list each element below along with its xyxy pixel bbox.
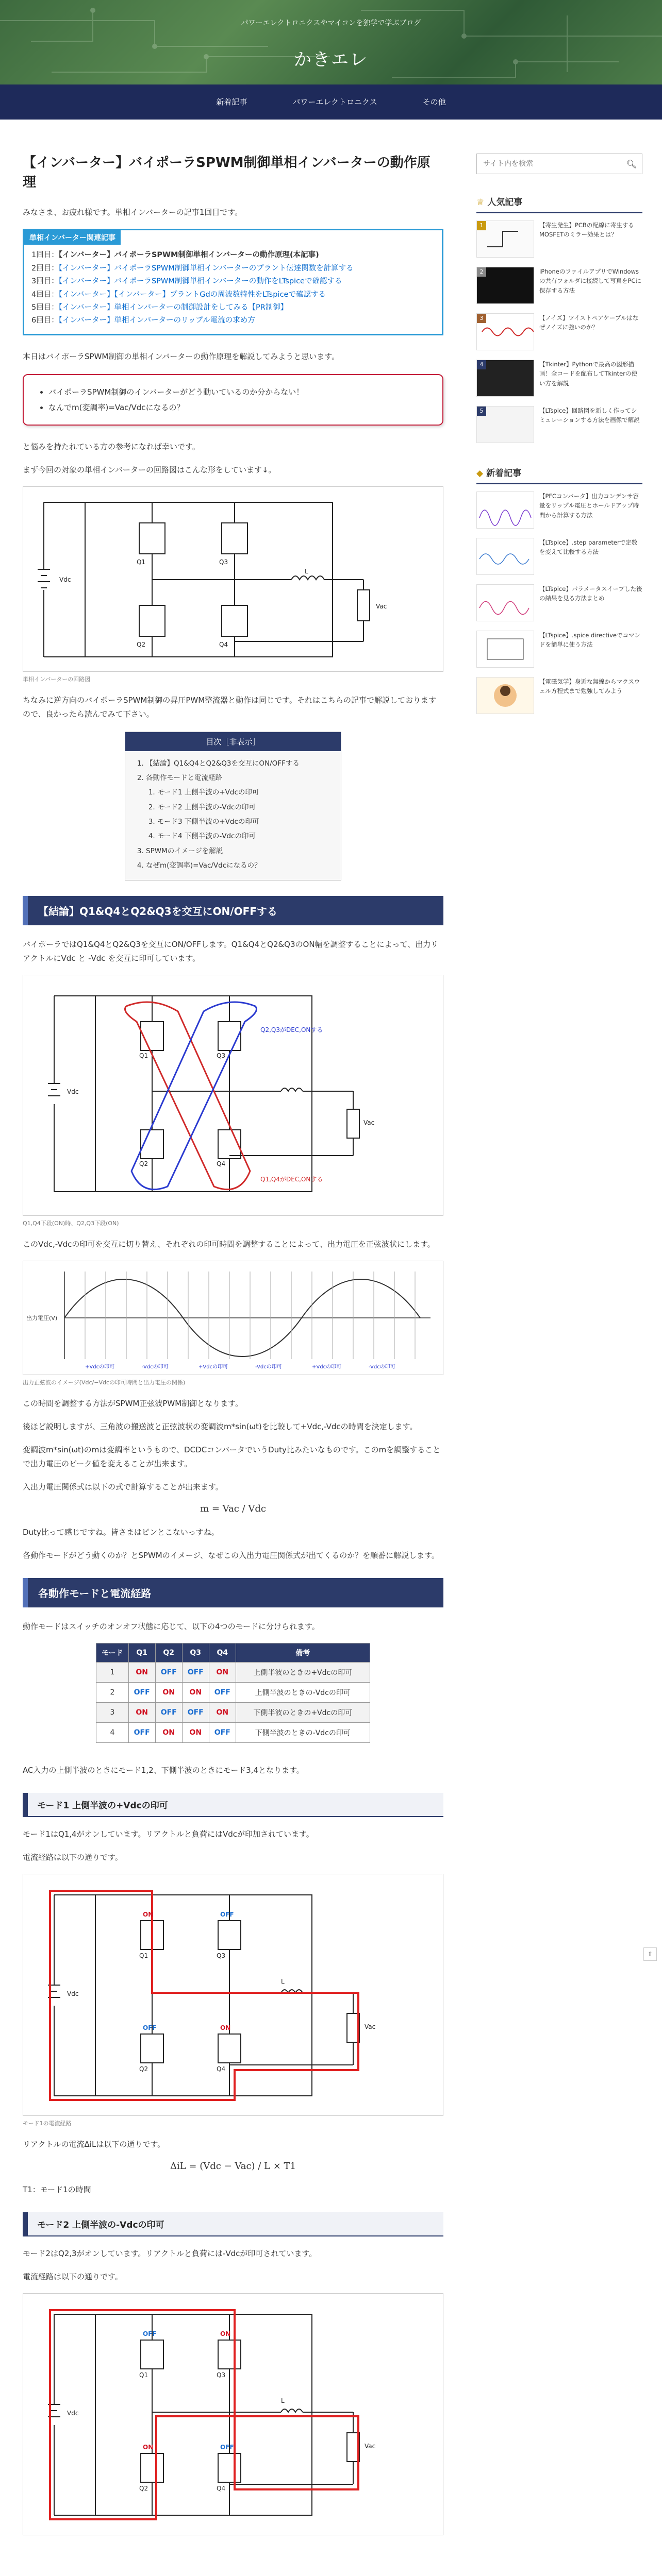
svg-text:Q3: Q3 bbox=[219, 558, 228, 566]
toc-item: 2. 各動作モードと電流経路 1. モード1 上側半波の+Vdcの印可 2. モード2 上側半波の-Vdcの印可 3. モード3 下側半波の+Vdcの印可 4. モード4 下側半波の-Vdcの印可 bbox=[146, 771, 330, 844]
svg-text:Q2: Q2 bbox=[137, 640, 146, 648]
main-nav bbox=[0, 84, 662, 120]
worry-item: • バイポーラSPWM制御のインバーターがどう動いているのか分からない！ bbox=[48, 384, 428, 400]
thumbnail[interactable] bbox=[476, 677, 534, 714]
paragraph: モード2はQ2,3がオンしています。リアクトルと負荷には-Vdcが印可されています。 bbox=[23, 2249, 317, 2259]
svg-text:Q1: Q1 bbox=[139, 1952, 148, 1960]
toc-subitem[interactable]: 3. モード3 下側半波の+Vdcの印可 bbox=[157, 815, 330, 829]
series-item: 3回目：【インバーター】バイポーラSPWM制御単相インバーターの動作をLTspiceで確認する bbox=[31, 277, 342, 286]
svg-text:Vdc: Vdc bbox=[67, 2410, 79, 2417]
thumbnail[interactable]: 1 bbox=[476, 221, 534, 258]
svg-text:ON: ON bbox=[143, 2444, 154, 2451]
popular-item[interactable] bbox=[476, 267, 642, 306]
svg-text:ON: ON bbox=[220, 2330, 231, 2338]
series-box-title: 単相インバーター関連記事 bbox=[24, 230, 121, 245]
popular-title: ♕ 人気記事 bbox=[476, 195, 642, 213]
new-item-title[interactable]: 【LTspice】.step parameterで定数を変えて比較する方法 bbox=[539, 539, 638, 556]
popular-item[interactable] bbox=[476, 221, 642, 260]
tag-label: -Vdcの印可 bbox=[369, 1364, 395, 1370]
toc-title[interactable]: 目次［非表示］ bbox=[125, 732, 341, 751]
new-item-title[interactable]: 【PFCコンバータ】出力コンデンサ容量をリップル電圧とホールドアップ時間から計算する方法 bbox=[539, 493, 639, 519]
svg-text:Q1: Q1 bbox=[139, 1052, 148, 1060]
toc-item[interactable]: 4. なぜm(変調率)=Vac/Vdcになるの？ bbox=[146, 858, 330, 873]
svg-text:Vac: Vac bbox=[363, 1119, 375, 1127]
paragraph: この時間を調整する方法がSPWM正弦波PWM制御となります。 bbox=[23, 1399, 243, 1409]
toc-subitem[interactable]: 4. モード4 下側半波の-Vdcの印可 bbox=[157, 829, 330, 843]
section-heading: 【結論】Q1&Q4とQ2&Q3を交互にON/OFFする bbox=[23, 896, 443, 925]
paragraph: モード1はQ1,4がオンしています。リアクトルと負荷にはVdcが印加されています。 bbox=[23, 1829, 314, 1839]
worry-box bbox=[23, 374, 443, 426]
svg-text:L: L bbox=[281, 2397, 285, 2405]
paragraph: バイポーラではQ1&Q4とQ2&Q3を交互にON/OFFします。Q1&Q4とQ2&Q3のON幅を調整することによって、出力リアクトルにVdc と -Vdc を交互に印可しています。 bbox=[23, 940, 439, 963]
tag-label: +Vdcの印可 bbox=[85, 1364, 115, 1370]
site-logo[interactable]: かきエレ bbox=[294, 49, 368, 70]
svg-text:OFF: OFF bbox=[220, 1911, 234, 1919]
paragraph: まず今回の対象の単相インバーターの回路図はこんな形をしています↓。 bbox=[23, 465, 276, 474]
thumbnail[interactable]: 5 bbox=[476, 406, 534, 443]
subsection-heading: モード1 上側半波の+Vdcの印可 bbox=[23, 1793, 443, 1817]
svg-text:Q4: Q4 bbox=[217, 1160, 226, 1168]
series-link[interactable]: 【インバーター】バイポーラSPWM制御単相インバーターの動作をLTspiceで確認する bbox=[58, 277, 342, 286]
mode2-figure bbox=[23, 2293, 443, 2535]
tag-label: -Vdcの印可 bbox=[142, 1364, 169, 1370]
series-link[interactable]: 【インバーター】【インバーター】プラントGdの周波数特性をLTspiceで確認する bbox=[58, 290, 326, 299]
paragraph: 電流経路は以下の通りです。 bbox=[23, 1853, 123, 1862]
nav-item-other[interactable]: その他 bbox=[422, 97, 446, 107]
table-header: 備考 bbox=[236, 1643, 370, 1663]
formula: m = Vac / Vdc bbox=[200, 1503, 266, 1515]
subsection-heading: モード2 上側半波の-Vdcの印可 bbox=[23, 2212, 443, 2236]
svg-text:OFF: OFF bbox=[220, 2444, 234, 2451]
paragraph: AC入力の上側半波のときにモード1,2、下側半波のときにモード3,4となります。 bbox=[23, 1766, 304, 1775]
series-list bbox=[24, 245, 442, 333]
svg-text:Q1: Q1 bbox=[137, 558, 146, 566]
mode1-circuit-diagram bbox=[23, 1874, 443, 2115]
switching-figure bbox=[23, 975, 443, 1227]
site-tagline: パワーエレクトロニクスやマイコンを独学で学ぶブログ bbox=[241, 19, 421, 27]
new-item-title[interactable]: 【電磁気学】身近な無線からマクスウェル方程式まで勉強してみよう bbox=[539, 678, 640, 695]
series-link[interactable]: 【インバーター】バイポーラSPWM制御単相インバーターのプラント伝達関数を計算する bbox=[58, 264, 354, 273]
new-item[interactable] bbox=[476, 677, 642, 716]
section-heading: 各動作モードと電流経路 bbox=[23, 1578, 443, 1607]
toc-subitem[interactable]: 2. モード2 上側半波の-Vdcの印可 bbox=[157, 800, 330, 815]
svg-text:Q3: Q3 bbox=[217, 1052, 226, 1060]
thumbnail[interactable] bbox=[476, 631, 534, 668]
series-item: 5回目：【インバーター】単相インバーターの制御設計をしてみる【PR制御】 bbox=[31, 303, 288, 312]
back-to-top-button[interactable]: ⇧ bbox=[643, 1947, 657, 1961]
popular-item-title[interactable]: 【Tkinter】Pythonで最高の図形描画！全コードを配布してTkinterの使い方を解説 bbox=[539, 361, 637, 387]
formula: ΔiL = (Vdc − Vac) / L × T1 bbox=[170, 2161, 296, 2172]
series-box bbox=[23, 229, 443, 335]
svg-text:L: L bbox=[305, 567, 308, 575]
tag-label: +Vdcの印可 bbox=[312, 1364, 342, 1370]
new-title: ◆ 新着記事 bbox=[476, 466, 642, 484]
worry-item: • なんでm(変調率)=Vac/Vdcになるの？ bbox=[48, 400, 428, 415]
paragraph: リアクトルの電流ΔiLは以下の通りです。 bbox=[23, 2140, 166, 2149]
svg-text:Q4: Q4 bbox=[217, 2485, 226, 2493]
sidebar bbox=[476, 154, 642, 723]
hero-banner bbox=[0, 0, 662, 84]
popular-item-title[interactable]: iPhoneのファイルアプリでWindowsの共有フォルダに接続して写真をPCに保存する方法 bbox=[539, 268, 641, 294]
article bbox=[23, 154, 443, 2538]
new-item-title[interactable]: 【LTspice】パラメータスイープした後の結果を見る方法まとめ bbox=[539, 585, 642, 602]
circuit-board-background bbox=[0, 0, 662, 84]
paragraph: 動作モードはスイッチのオンオフ状態に応じて、以下の4つのモードに分けられます。 bbox=[23, 1622, 320, 1632]
toc-item[interactable]: 3. SPWMのイメージを解説 bbox=[146, 844, 330, 858]
series-item-current: 【インバーター】バイポーラSPWM制御単相インバーターの動作原理(本記事) bbox=[58, 251, 319, 260]
table-header: Q3 bbox=[182, 1643, 209, 1663]
mode1-figure bbox=[23, 1874, 443, 2127]
series-item: 1回目：【インバーター】バイポーラSPWM制御単相インバーターの動作原理(本記事) bbox=[31, 251, 319, 260]
paragraph: ちなみに逆方向のバイポーラSPWM制御の昇圧PWM整流器と動作は同じです。それはこちらの記事で解説しておりますので、良かったら読んでみて下さい。 bbox=[23, 695, 436, 719]
figure-caption: 単相インバーターの回路図 bbox=[23, 675, 91, 683]
svg-text:Q2: Q2 bbox=[139, 2065, 148, 2073]
thumbnail[interactable]: 3 bbox=[476, 313, 534, 350]
svg-text:Q4: Q4 bbox=[217, 2065, 226, 2073]
new-item-title[interactable]: 【LTspice】.spice directiveでコマンドを簡単に使う方法 bbox=[539, 632, 640, 649]
new-item[interactable] bbox=[476, 631, 642, 670]
toc-item[interactable]: 1. 【結論】Q1&Q4とQ2&Q3を交互にON/OFFする bbox=[146, 756, 330, 771]
popular-item-title[interactable]: 【ノイズ】ツイストペアケーブルはなぜノイズに強いのか？ bbox=[539, 314, 639, 331]
paragraph: このVdc,-Vdcの印可を交互に切り替え、それぞれの印可時間を調整することによって、出力電圧を正弦波状にします。 bbox=[23, 1240, 435, 1249]
svg-text:Q2: Q2 bbox=[139, 2485, 148, 2493]
intro-text: みなさま、お疲れ様です。単相インバーターの記事1回目です。 bbox=[23, 208, 243, 217]
series-link[interactable]: 【インバーター】単相インバーターのリップル電流の求め方 bbox=[58, 316, 255, 325]
switching-pair-diagram bbox=[23, 975, 443, 1215]
search-icon[interactable]: 🔍︎ bbox=[626, 159, 637, 169]
series-item: 6回目：【インバーター】単相インバーターのリップル電流の求め方 bbox=[31, 316, 255, 325]
nav-item-power-electronics[interactable]: パワーエレクトロニクス bbox=[292, 97, 377, 107]
table-row: 2 OFF ON ON OFF 上側半波のときの-Vdcの印可 bbox=[96, 1683, 370, 1703]
svg-text:Vdc: Vdc bbox=[67, 1088, 79, 1096]
nav-item-new[interactable]: 新着記事 bbox=[216, 97, 247, 107]
table-header: Q2 bbox=[155, 1643, 182, 1663]
thumbnail[interactable] bbox=[476, 492, 534, 529]
svg-text:Vdc: Vdc bbox=[67, 1990, 79, 1998]
svg-text:Vac: Vac bbox=[365, 2443, 376, 2450]
table-row: 3 ON OFF OFF ON 下側半波のときの+Vdcの印可 bbox=[96, 1703, 370, 1723]
new-item[interactable] bbox=[476, 538, 642, 577]
figure-caption: Q1,Q4下段(ON)時、Q2,Q3下段(ON) bbox=[23, 1220, 119, 1227]
mode2-circuit-diagram bbox=[23, 2294, 443, 2535]
thumbnail[interactable]: 4 bbox=[476, 360, 534, 397]
popular-item-title[interactable]: 【寄生発生】PCBの配線に寄生するMOSFETのミラー効果とは？ bbox=[539, 222, 634, 239]
figure-caption: 出力正弦波のイメージ(Vdc/−Vdcの印可時間と出力電圧の関係) bbox=[23, 1379, 186, 1386]
table-header: Q1 bbox=[128, 1643, 155, 1663]
thumbnail[interactable]: 2 bbox=[476, 267, 534, 304]
sine-figure bbox=[23, 1261, 443, 1386]
paragraph: 入出力電圧関係式は以下の式で計算することが出来ます。 bbox=[23, 1482, 223, 1492]
inverter-circuit-diagram bbox=[23, 487, 443, 671]
search-box bbox=[476, 154, 642, 174]
svg-text:ON: ON bbox=[220, 2024, 231, 2032]
table-header: モード bbox=[96, 1643, 128, 1663]
circuit-figure bbox=[23, 486, 443, 683]
mode-table bbox=[96, 1643, 370, 1743]
svg-text:OFF: OFF bbox=[143, 2330, 157, 2338]
series-item: 2回目：【インバーター】バイポーラSPWM制御単相インバーターのプラント伝達関数を計算する bbox=[31, 264, 354, 273]
popular-item[interactable] bbox=[476, 406, 642, 445]
svg-text:OFF: OFF bbox=[143, 2024, 157, 2032]
paragraph: Duty比って感じですね。皆さまはピンとこないっすね。 bbox=[23, 1528, 219, 1537]
new-icon: ◆ bbox=[476, 468, 484, 479]
popular-item-title[interactable]: 【LTspice】回路図を新しく作ってシミュレーションする方法を画像で解説 bbox=[539, 407, 640, 424]
sine-output-diagram bbox=[23, 1261, 443, 1375]
thumbnail[interactable] bbox=[476, 538, 534, 575]
series-item: 4回目：【インバーター】【インバーター】プラントGdの周波数特性をLTspiceで確認する bbox=[31, 290, 326, 299]
tag-label: +Vdcの印可 bbox=[198, 1364, 228, 1370]
table-header: Q4 bbox=[209, 1643, 236, 1663]
svg-text:ON: ON bbox=[143, 1911, 154, 1919]
axis-label: 出力電圧(V) bbox=[26, 1315, 58, 1322]
site-header bbox=[0, 0, 662, 120]
table-row: 4 OFF ON ON OFF 下側半波のときの-Vdcの印可 bbox=[96, 1723, 370, 1743]
svg-text:Vac: Vac bbox=[365, 2023, 376, 2031]
svg-text:Q2: Q2 bbox=[139, 1160, 148, 1168]
svg-text:Vac: Vac bbox=[376, 602, 387, 610]
paragraph: 各動作モードがどう動くのか？とSPWMのイメージ、なぜこの入出力電圧関係式が出てくるのか？を順番に解説します。 bbox=[23, 1551, 439, 1561]
new-item[interactable] bbox=[476, 584, 642, 623]
table-of-contents bbox=[125, 732, 341, 881]
svg-text:L: L bbox=[281, 1978, 285, 1986]
svg-text:Q3: Q3 bbox=[217, 1952, 226, 1960]
svg-text:Q1: Q1 bbox=[139, 2371, 148, 2379]
table-row: 1 ON OFF OFF ON 上側半波のときの+Vdcの印可 bbox=[96, 1663, 370, 1683]
svg-text:Vdc: Vdc bbox=[59, 575, 71, 583]
series-link[interactable]: 【インバーター】単相インバーターの制御設計をしてみる【PR制御】 bbox=[58, 303, 288, 312]
paragraph: と悩みを持たれている方の参考になれば幸いです。 bbox=[23, 442, 200, 451]
paragraph: 本日はバイポーラSPWM制御の単相インバーターの動作原理を解説してみようと思います。 bbox=[23, 351, 340, 361]
search-input[interactable] bbox=[477, 154, 621, 174]
toc-subitem[interactable]: 1. モード1 上側半波の+Vdcの印可 bbox=[157, 785, 330, 800]
figure-annotation: Q2,Q3がDEC,ONする bbox=[260, 1026, 323, 1034]
paragraph: T1：モード1の時間 bbox=[23, 2185, 91, 2195]
popular-item[interactable] bbox=[476, 313, 642, 352]
svg-text:Q3: Q3 bbox=[217, 2371, 226, 2379]
popular-item[interactable] bbox=[476, 360, 642, 399]
figure-annotation: Q1,Q4がDEC,ONする bbox=[260, 1176, 323, 1183]
figure-caption: モード1の電流経路 bbox=[23, 2120, 72, 2127]
thumbnail[interactable] bbox=[476, 584, 534, 621]
paragraph: 後ほど説明しますが、三角波の搬送波と正弦波状の変調波m*sin(ωt)を比較して+Vdc,-Vdcの時間を決定します。 bbox=[23, 1422, 418, 1432]
paragraph: 電流経路は以下の通りです。 bbox=[23, 2272, 123, 2282]
article-title: 【インバーター】バイポーラSPWM制御単相インバーターの動作原理 bbox=[23, 155, 431, 190]
crown-icon: ♕ bbox=[476, 197, 485, 208]
paragraph: 変調波m*sin(ωt)のmは変調率というもので、DCDCコンバータでいうDuty比みたいなものです。このmを調整することで出力電圧のピーク値を変えることが出来ます。 bbox=[23, 1445, 441, 1469]
svg-text:Q4: Q4 bbox=[219, 640, 228, 648]
new-item[interactable] bbox=[476, 492, 642, 531]
tag-label: -Vdcの印可 bbox=[255, 1364, 282, 1370]
